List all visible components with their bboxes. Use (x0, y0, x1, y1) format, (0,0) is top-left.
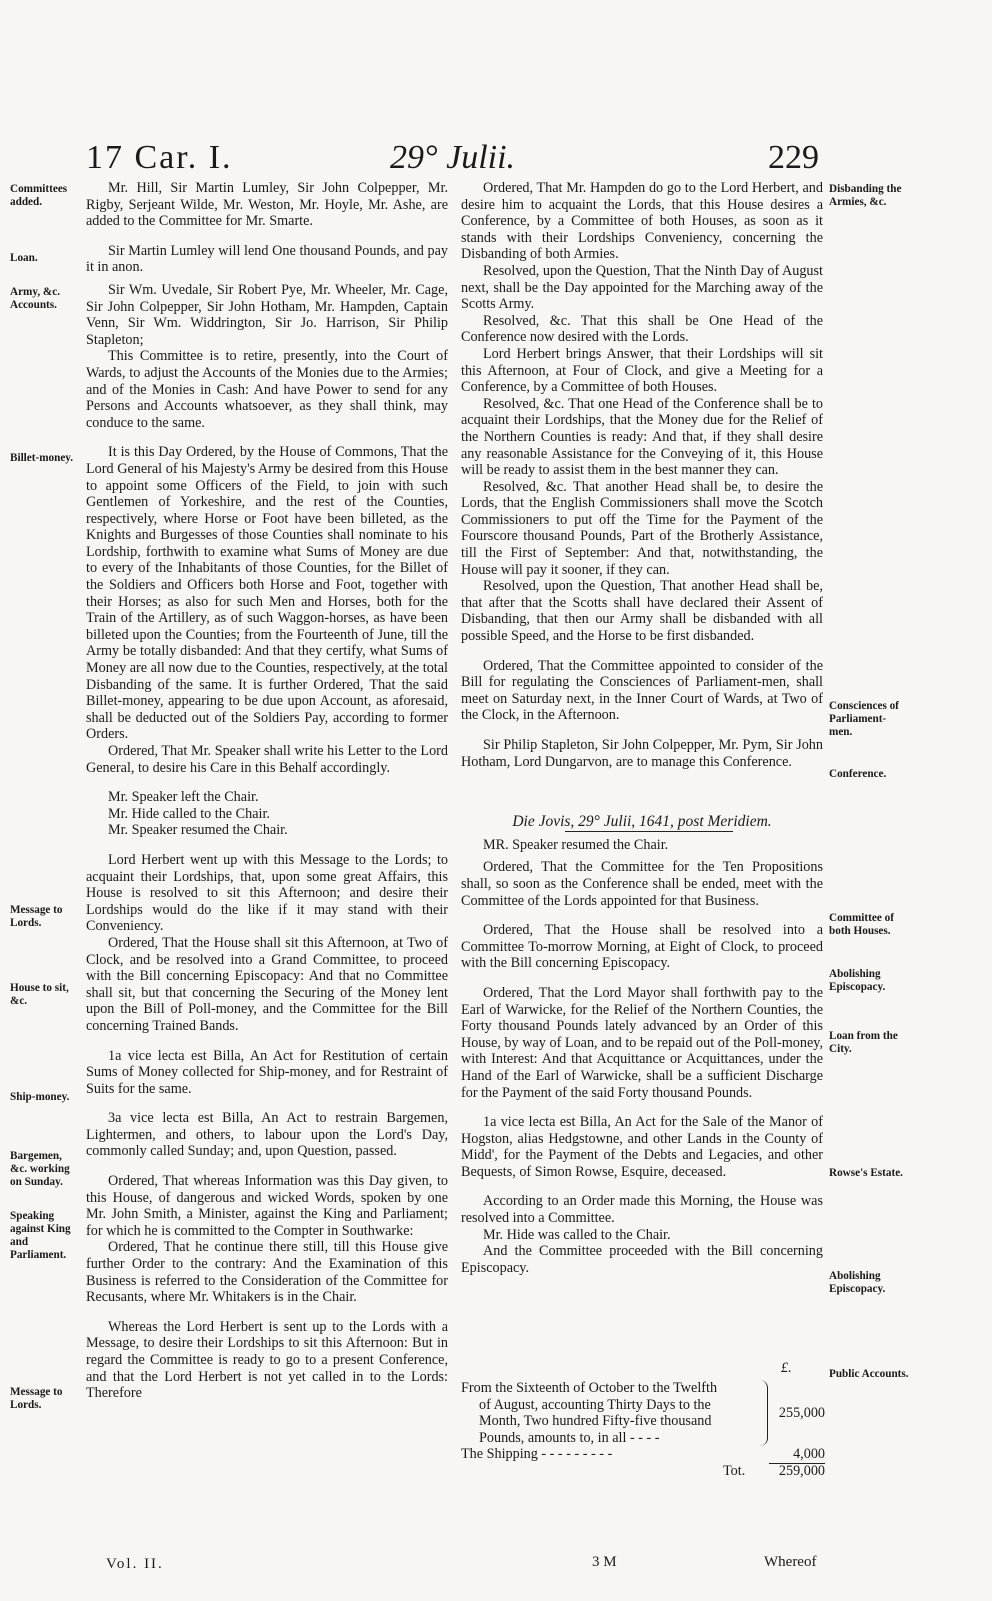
paragraph: Resolved, &c. That one Head of the Conference shall be to acquaint their Lordships, that the Money due for the Relief of the Northern Counties is ready: And that, if they shall desire any reasonable Assistance for the Conveying of it, this House will be ready to assist them in the best manner they can. (461, 395, 823, 479)
paragraph: Ordered, That the Committee for the Ten Propositions shall, so soon as the Conference shall be ended, meet with the Committee of the Lords appointed for that Business. (461, 859, 823, 909)
amount: 255,000 (778, 1405, 825, 1421)
paragraph: MR. Speaker resumed the Chair. (483, 836, 669, 853)
currency-label: £. (781, 1360, 792, 1376)
amount: 259,000 (778, 1462, 825, 1479)
amount: 4,000 (769, 1446, 825, 1464)
accounts-line: of August, accounting Thirty Days to the (479, 1396, 711, 1413)
paragraph: 1a vice lecta est Billa, An Act for the Sale of the Manor of Hogston, alias Hedgstowne, and other Lands in the County of Midd', for the Payment of the Debts and Legacies, and other Bequests, of Simon Rowse, Esquire, deceased. (461, 1114, 823, 1180)
paragraph: Resolved, &c. That another Head shall be, to desire the Lords, that the English Commissioners shall move the Scotch Commissioners to put off the Time for the Payment of the Fourscore thousand Pounds, Part of the Brotherly Assistance, till the First of September: And that, notwithstanding, the House will pay it sooner, if they can. (461, 478, 823, 578)
margin-note: Committee of both Houses. (829, 912, 894, 937)
margin-note: Message to Lords. (10, 904, 63, 929)
paragraph: Sir Wm. Uvedale, Sir Robert Pye, Mr. Wheeler, Mr. Cage, Sir John Colpepper, Sir John Hotham, Mr. Hampden, Captain Venn, Sir Wm. Widdrington, Sir Jo. Harrison, Sir Philip Stapleton; (86, 281, 448, 348)
right-column (461, 180, 823, 1276)
margin-note: Loan from the City. (829, 1030, 898, 1055)
paragraph: Ordered, That the Committee appointed to consider of the Bill for regulating the Consciences of Parliament-men, shall meet on Saturday next, in the Inner Court of Wards, at Two of the Clock, in the Afternoon. (461, 657, 823, 724)
margin-note: Abolishing Episcopacy. (829, 968, 886, 993)
shipping-label: The Shipping - - - - - - - - - (461, 1446, 613, 1463)
paragraph: This Committee is to retire, presently, into the Court of Wards, to adjust the Accounts of the Monies due to the Armies; and of the Monies in Cash: And have Power to send for any Persons and Accounts whatsoever, as they shall think, may conduce to the same. (86, 348, 448, 431)
paragraph: Sir Philip Stapleton, Sir John Colpepper, Mr. Pym, Sir John Hotham, Lord Dungarvon, are to manage this Conference. (461, 737, 823, 770)
volume-label: Vol. II. (106, 1556, 164, 1572)
margin-note: Public Accounts. (829, 1368, 909, 1380)
paragraph: 3a vice lecta est Billa, An Act to restrain Bargemen, Lightermen, and others, to labour upon the Lord's Day, commonly called Sunday; and, upon Question, passed. (86, 1110, 448, 1160)
paragraph: Ordered, That Mr. Hampden do go to the Lord Herbert, and desire him to acquaint the Lords, that this House desires a Conference, by a Committee of both Houses, as soon as it stands with their Lordships Conveniency, concerning the Disbanding of both Armies. (461, 180, 823, 263)
paragraph: Lord Herbert brings Answer, that their Lordships will sit this Afternoon, at Four of Clock, and give a Meeting for a Conference, by a Committee of both Houses. (461, 345, 823, 396)
brace (759, 1380, 768, 1446)
paragraph: Resolved, upon the Question, That the Ninth Day of August next, shall be the Day appointed for the Marching away of the Scotts Army. (461, 262, 823, 313)
paragraph: Ordered, That the House shall be resolved into a Committee To-morrow Morning, at Eight of Clock, to proceed with the Bill concerning Episcopacy. (461, 922, 823, 972)
header-regnal-year: 17 Car. I. (86, 139, 233, 176)
margin-note: Committees added. (10, 183, 68, 208)
paragraph: Mr. Hide was called to the Chair. (483, 1226, 671, 1243)
paragraph: Ordered, That whereas Information was this Day given, to this House, of dangerous and wicked Words, spoken by one Mr. John Smith, a Minister, against the King and Parliament; for which he is committed to the Compter in Southwarke: (86, 1173, 448, 1239)
page-number: 229 (768, 139, 819, 176)
paragraph: Ordered, That the House shall sit this Afternoon, at Two of Clock, and be resolved into a Grand Committee, to proceed with the Bill concerning Episcopacy: And that no Committee shall sit, but that concerning the Securing of the Money lent upon the Bill of Poll-money, and the Committee for the Bill concerning Trained Bands. (86, 934, 448, 1034)
catchword: Whereof (764, 1554, 817, 1570)
sitting-heading: Die Jovis, 29° Julii, 1641, post Meridiem. (512, 813, 772, 831)
margin-note: Billet-money. (10, 452, 74, 464)
margin-note: House to sit, &c. (10, 982, 69, 1007)
paragraph: 1a vice lecta est Billa, An Act for Restitution of certain Sums of Money collected for Ship-money, and for Restraint of Suits for the same. (86, 1047, 448, 1097)
paragraph: Mr. Speaker resumed the Chair. (108, 822, 288, 839)
accounts-line: Month, Two hundred Fifty-five thousand (479, 1413, 712, 1430)
signature-mark: 3 M (592, 1554, 617, 1570)
accounts-table (461, 1360, 825, 1480)
paragraph: Resolved, &c. That this shall be One Head of the Conference now desired with the Lords. (461, 312, 823, 346)
margin-note: Ship-money. (10, 1091, 70, 1103)
margin-note: Rowse's Estate. (829, 1167, 903, 1179)
margin-note: Conference. (829, 768, 887, 780)
margin-note: Bargemen, &c. working on Sunday. (10, 1150, 70, 1188)
paragraph: Ordered, That he continue there still, till this House give further Order to the contrary: And the Examination of this Business is referred to the Consideration of the Committee for Recusants, where Mr. Whitakers is in the Chair. (86, 1239, 448, 1306)
header-date: 29° Julii. (390, 139, 516, 176)
paragraph: Ordered, That the Lord Mayor shall forthwith pay to the Earl of Warwicke, for the Relief of the Northern Counties, the Forty thousand Pounds lately advanced by an Order of this House, by way of Loan, and to be repaid out of the Poll-money, with Interest: And that Acquittance or Acquittances, under the Hand of the Earl of Warwicke, shall be a sufficient Discharge for the Payment of the said Forty thousand Pounds. (461, 984, 823, 1101)
margin-note: Disbanding the Armies, &c. (829, 183, 902, 208)
paragraph: It is this Day Ordered, by the House of Commons, That the Lord General of his Majesty's Army be desired from this House to appoint some Officers of the Field, to join with such Gentlemen of Yorkeshire, and the rest of the Counties, respectively, where Horse or Foot have been billeted, as the Knights and Burgesses of those Counties shall nominate to his Lordship, forthwith to examine what Sums of Money are due to every of the Inhabitants of those Counties, for the Billet of the Soldiers and Officers both Horse and Foot, together with their Horses; as also for such Men and Horses, both for the Train of the Artillery, as of such Waggon-horses, as have been billeted upon the Counties; from the Fourteenth of June, till the Army be totally disbanded: And that they certify, what Sums of Money are all now due to the Counties, respectively, at the total Disbanding of the same. It is further Ordered, That the said Billet-money, appearing to be due upon Account, as aforesaid, shall be deducted out of the Soldiers Pay, according to former Orders. (86, 444, 448, 743)
margin-note: Message to Lords. (10, 1386, 63, 1411)
accounts-line: Pounds, amounts to, in all - - - - (479, 1429, 660, 1446)
paragraph: And the Committee proceeded with the Bill concerning Episcopacy. (461, 1243, 823, 1276)
total-label: Tot. (723, 1462, 746, 1479)
paragraph: Mr. Hide called to the Chair. (108, 805, 270, 822)
accounts-line: From the Sixteenth of October to the Twelfth (461, 1380, 718, 1396)
left-column (86, 180, 448, 1402)
margin-note: Consciences of Parliament-men. (829, 700, 899, 738)
paragraph: According to an Order made this Morning, the House was resolved into a Committee. (461, 1193, 823, 1227)
paragraph: Mr. Speaker left the Chair. (108, 789, 259, 806)
margin-note: Abolishing Episcopacy. (829, 1270, 886, 1295)
section-rule (565, 831, 733, 832)
margin-note: Loan. (10, 252, 38, 264)
paragraph: Ordered, That Mr. Speaker shall write his Letter to the Lord General, to desire his Care in this Behalf accordingly. (86, 743, 448, 776)
paragraph: Resolved, upon the Question, That another Head shall be, that after that the Scotts shall have declared their Assent of Disbanding, that then our Army shall be disbanded with all possible Speed, and the Horse to be first disbanded. (461, 578, 823, 645)
paragraph: Whereas the Lord Herbert is sent up to the Lords with a Message, to desire their Lordships to sit this Afternoon: But in regard the Committee is ready to go to a present Conference, and that the Lord Herbert is not yet called in to the Lords: Therefore (86, 1318, 448, 1402)
margin-note: Speaking against King and Parliament. (10, 1210, 71, 1261)
paragraph: Mr. Hill, Sir Martin Lumley, Sir John Colpepper, Mr. Rigby, Serjeant Wilde, Mr. Weston, Mr. Hoyle, Mr. Ashe, are added to the Committee for Mr. Smarte. (86, 180, 448, 230)
paragraph: Lord Herbert went up with this Message to the Lords; to acquaint their Lordships, that, upon some great Affairs, this House is resolved to sit this Afternoon; and desire their Lordships would do the like if it may stand with their Conveniency. (86, 851, 448, 935)
margin-note: Army, &c. Accounts. (10, 286, 61, 311)
paragraph: Sir Martin Lumley will lend One thousand Pounds, and pay it in anon. (86, 242, 448, 276)
